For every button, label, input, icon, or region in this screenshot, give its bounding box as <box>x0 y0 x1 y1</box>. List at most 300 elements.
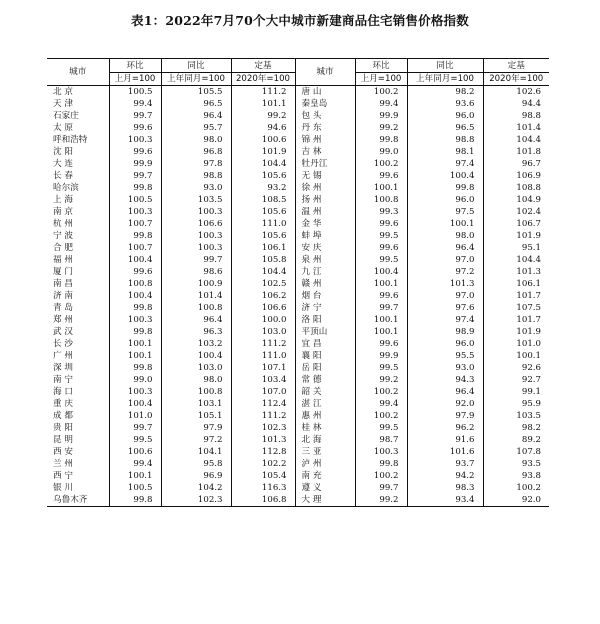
mom-cell-left: 99.7 <box>109 110 161 122</box>
mom-cell-left: 99.6 <box>109 266 161 278</box>
table-title: 表1：2022年7月70个大中城市新建商品住宅销售价格指数 <box>131 13 469 28</box>
fixed-cell-left: 107.1 <box>231 362 295 374</box>
mom-cell-right: 99.4 <box>355 98 407 110</box>
mom-cell-left: 100.3 <box>109 134 161 146</box>
fixed-base-right: 2020年=100 <box>483 73 549 86</box>
yoy-cell-right: 96.0 <box>407 194 483 206</box>
yoy-cell-right: 96.4 <box>407 242 483 254</box>
city-cell-right: 丹 东 <box>295 122 355 134</box>
yoy-cell-right: 100.4 <box>407 170 483 182</box>
mom-cell-left: 100.5 <box>109 482 161 494</box>
yoy-cell-right: 99.8 <box>407 182 483 194</box>
table-row <box>47 290 549 302</box>
city-cell-left: 杭 州 <box>53 219 73 229</box>
mom-cell-right: 99.9 <box>355 110 407 122</box>
city-cell-left: 青 岛 <box>53 303 73 313</box>
yoy-cell-right: 93.6 <box>407 98 483 110</box>
table-row <box>47 230 549 242</box>
mom-cell-right: 100.1 <box>355 278 407 290</box>
table-row <box>47 446 549 458</box>
yoy-cell-right: 93.0 <box>407 362 483 374</box>
city-cell-right: 宜 昌 <box>295 338 355 350</box>
city-cell-right: 吉 林 <box>295 146 355 158</box>
price-index-table <box>47 58 549 507</box>
yoy-header-left: 同比 <box>161 59 231 73</box>
mom-cell-right: 100.2 <box>355 86 407 99</box>
mom-cell-right: 100.2 <box>355 410 407 422</box>
yoy-cell-right: 98.2 <box>407 86 483 99</box>
fixed-cell-left: 94.6 <box>231 122 295 134</box>
fixed-cell-right: 106.9 <box>483 170 549 182</box>
yoy-cell-left: 100.8 <box>161 302 231 314</box>
fixed-base-left: 2020年=100 <box>231 73 295 86</box>
fixed-cell-left: 102.2 <box>231 458 295 470</box>
fixed-cell-left: 103.0 <box>231 326 295 338</box>
yoy-cell-right: 91.6 <box>407 434 483 446</box>
yoy-cell-right: 98.0 <box>407 230 483 242</box>
table-row <box>47 158 549 170</box>
fixed-cell-right: 98.2 <box>483 422 549 434</box>
mom-cell-left: 99.8 <box>109 362 161 374</box>
mom-cell-right: 99.9 <box>355 350 407 362</box>
city-cell-left: 长 沙 <box>53 339 73 349</box>
city-cell-right: 惠 州 <box>295 410 355 422</box>
fixed-cell-left: 100.0 <box>231 314 295 326</box>
yoy-cell-right: 97.4 <box>407 158 483 170</box>
mom-cell-right: 98.7 <box>355 434 407 446</box>
city-cell-left: 石家庄 <box>53 111 79 121</box>
mom-cell-left: 100.7 <box>109 218 161 230</box>
fixed-cell-left: 105.4 <box>231 470 295 482</box>
city-cell-right: 济 宁 <box>295 302 355 314</box>
fixed-cell-right: 104.9 <box>483 194 549 206</box>
mom-cell-right: 100.2 <box>355 386 407 398</box>
city-cell-left: 沈 阳 <box>53 147 73 157</box>
yoy-cell-right: 97.9 <box>407 410 483 422</box>
fixed-cell-right: 93.5 <box>483 458 549 470</box>
mom-cell-left: 99.8 <box>109 494 161 507</box>
table-row <box>47 254 549 266</box>
yoy-cell-left: 98.6 <box>161 266 231 278</box>
mom-cell-left: 99.8 <box>109 326 161 338</box>
table-row <box>47 134 549 146</box>
city-cell-left: 海 口 <box>53 387 73 397</box>
fixed-header-right: 定基 <box>483 59 549 73</box>
fixed-cell-left: 106.2 <box>231 290 295 302</box>
city-cell-right: 九 江 <box>295 266 355 278</box>
city-cell-left: 南 宁 <box>53 375 73 385</box>
fixed-cell-right: 93.8 <box>483 470 549 482</box>
fixed-cell-right: 101.7 <box>483 290 549 302</box>
city-cell-right: 秦皇岛 <box>295 98 355 110</box>
yoy-base-left: 上年同月=100 <box>161 73 231 86</box>
fixed-cell-left: 100.6 <box>231 134 295 146</box>
city-cell-left: 上 海 <box>53 195 73 205</box>
fixed-cell-right: 100.1 <box>483 350 549 362</box>
yoy-cell-left: 105.1 <box>161 410 231 422</box>
yoy-cell-left: 96.4 <box>161 110 231 122</box>
yoy-header-right: 同比 <box>407 59 483 73</box>
mom-cell-left: 99.6 <box>109 122 161 134</box>
yoy-cell-right: 95.5 <box>407 350 483 362</box>
yoy-cell-right: 98.8 <box>407 134 483 146</box>
yoy-cell-left: 97.8 <box>161 158 231 170</box>
city-cell-left: 长 春 <box>53 171 73 181</box>
yoy-cell-left: 100.9 <box>161 278 231 290</box>
city-cell-left: 宁 波 <box>53 231 73 241</box>
city-cell-left: 太 原 <box>53 123 73 133</box>
city-cell-left: 福 州 <box>53 255 73 265</box>
city-cell-left: 乌鲁木齐 <box>47 494 109 507</box>
yoy-cell-right: 92.0 <box>407 398 483 410</box>
table-row <box>47 350 549 362</box>
fixed-cell-right: 102.6 <box>483 86 549 99</box>
city-cell-right: 湛 江 <box>295 398 355 410</box>
yoy-cell-left: 93.0 <box>161 182 231 194</box>
city-cell-right: 遵 义 <box>295 482 355 494</box>
mom-cell-right: 99.8 <box>355 134 407 146</box>
city-cell-left: 哈尔滨 <box>53 183 79 193</box>
mom-cell-right: 99.8 <box>355 458 407 470</box>
fixed-cell-right: 94.4 <box>483 98 549 110</box>
fixed-cell-left: 112.4 <box>231 398 295 410</box>
city-cell-right: 岳 阳 <box>295 362 355 374</box>
table-row <box>47 458 549 470</box>
fixed-cell-right: 101.0 <box>483 338 549 350</box>
city-cell-right: 包 头 <box>295 110 355 122</box>
mom-cell-right: 99.7 <box>355 482 407 494</box>
mom-cell-right: 100.1 <box>355 314 407 326</box>
city-cell-right: 安 庆 <box>295 242 355 254</box>
yoy-cell-left: 102.3 <box>161 494 231 507</box>
city-cell-left: 北 京 <box>53 87 73 97</box>
city-cell-right: 扬 州 <box>295 194 355 206</box>
table-row <box>47 218 549 230</box>
yoy-cell-left: 104.2 <box>161 482 231 494</box>
mom-cell-left: 100.5 <box>109 194 161 206</box>
fixed-cell-right: 96.7 <box>483 158 549 170</box>
fixed-cell-left: 105.6 <box>231 230 295 242</box>
table-row <box>47 86 549 99</box>
yoy-cell-right: 97.5 <box>407 206 483 218</box>
yoy-cell-left: 105.5 <box>161 86 231 99</box>
mom-cell-left: 100.4 <box>109 254 161 266</box>
yoy-cell-right: 93.4 <box>407 494 483 507</box>
table-row <box>47 434 549 446</box>
fixed-cell-right: 107.8 <box>483 446 549 458</box>
city-cell-right: 常 德 <box>295 374 355 386</box>
city-cell-left: 西 安 <box>53 447 73 457</box>
table-row <box>47 242 549 254</box>
fixed-cell-right: 101.3 <box>483 266 549 278</box>
mom-cell-left: 100.3 <box>109 206 161 218</box>
table-row <box>47 482 549 494</box>
mom-cell-left: 100.3 <box>109 386 161 398</box>
table-body <box>47 86 549 507</box>
yoy-cell-left: 100.8 <box>161 386 231 398</box>
fixed-cell-left: 103.4 <box>231 374 295 386</box>
yoy-base-right: 上年同月=100 <box>407 73 483 86</box>
mom-cell-right: 100.4 <box>355 266 407 278</box>
yoy-cell-right: 96.5 <box>407 122 483 134</box>
mom-cell-left: 99.6 <box>109 146 161 158</box>
fixed-cell-left: 101.3 <box>231 434 295 446</box>
yoy-cell-right: 93.7 <box>407 458 483 470</box>
fixed-cell-left: 116.3 <box>231 482 295 494</box>
mom-cell-right: 100.8 <box>355 194 407 206</box>
fixed-cell-right: 104.4 <box>483 134 549 146</box>
yoy-cell-right: 97.6 <box>407 302 483 314</box>
header-row-1 <box>47 59 549 73</box>
fixed-cell-right: 101.8 <box>483 146 549 158</box>
yoy-cell-left: 96.3 <box>161 326 231 338</box>
mom-cell-right: 99.3 <box>355 206 407 218</box>
city-cell-right: 泸 州 <box>295 458 355 470</box>
table-row <box>47 206 549 218</box>
yoy-cell-right: 97.2 <box>407 266 483 278</box>
city-cell-right: 蚌 埠 <box>295 230 355 242</box>
mom-cell-right: 99.2 <box>355 374 407 386</box>
fixed-cell-right: 103.5 <box>483 410 549 422</box>
yoy-cell-left: 101.4 <box>161 290 231 302</box>
city-cell-left: 南 京 <box>53 207 73 217</box>
mom-cell-left: 99.0 <box>109 374 161 386</box>
mom-cell-left: 100.4 <box>109 290 161 302</box>
fixed-cell-right: 108.8 <box>483 182 549 194</box>
city-header-right: 城市 <box>295 59 355 86</box>
city-cell-left: 西 宁 <box>53 471 73 481</box>
fixed-cell-left: 99.2 <box>231 110 295 122</box>
table-row <box>47 122 549 134</box>
mom-cell-right: 100.2 <box>355 158 407 170</box>
fixed-cell-right: 106.1 <box>483 278 549 290</box>
yoy-cell-left: 97.9 <box>161 422 231 434</box>
city-cell-left: 成 都 <box>53 411 73 421</box>
city-cell-right: 锦 州 <box>295 134 355 146</box>
table-row <box>47 362 549 374</box>
fixed-cell-left: 104.4 <box>231 158 295 170</box>
city-cell-left: 广 州 <box>53 351 73 361</box>
fixed-cell-left: 105.8 <box>231 254 295 266</box>
city-cell-right: 赣 州 <box>295 278 355 290</box>
city-cell-right: 无 锡 <box>295 170 355 182</box>
mom-cell-right: 99.5 <box>355 422 407 434</box>
city-cell-right: 北 海 <box>295 434 355 446</box>
fixed-cell-right: 95.9 <box>483 398 549 410</box>
city-cell-right: 徐 州 <box>295 182 355 194</box>
city-cell-left: 厦 门 <box>53 267 73 277</box>
mom-cell-left: 99.7 <box>109 170 161 182</box>
yoy-cell-left: 103.5 <box>161 194 231 206</box>
mom-cell-left: 100.1 <box>109 338 161 350</box>
mom-cell-left: 99.9 <box>109 158 161 170</box>
table-row <box>47 410 549 422</box>
yoy-cell-right: 94.3 <box>407 374 483 386</box>
fixed-cell-left: 105.6 <box>231 206 295 218</box>
city-cell-left: 兰 州 <box>53 459 73 469</box>
mom-cell-right: 99.5 <box>355 254 407 266</box>
fixed-cell-left: 102.3 <box>231 422 295 434</box>
mom-cell-right: 99.0 <box>355 146 407 158</box>
yoy-cell-right: 96.2 <box>407 422 483 434</box>
fixed-cell-left: 93.2 <box>231 182 295 194</box>
yoy-cell-right: 97.0 <box>407 254 483 266</box>
table-row <box>47 374 549 386</box>
fixed-cell-left: 111.0 <box>231 350 295 362</box>
fixed-cell-left: 111.2 <box>231 410 295 422</box>
mom-cell-right: 99.6 <box>355 242 407 254</box>
fixed-cell-right: 92.0 <box>483 494 549 507</box>
fixed-cell-left: 102.5 <box>231 278 295 290</box>
mom-cell-left: 99.8 <box>109 182 161 194</box>
yoy-cell-left: 98.0 <box>161 374 231 386</box>
yoy-cell-right: 100.1 <box>407 218 483 230</box>
fixed-cell-left: 107.0 <box>231 386 295 398</box>
yoy-cell-right: 98.1 <box>407 146 483 158</box>
city-cell-right: 泉 州 <box>295 254 355 266</box>
yoy-cell-right: 98.3 <box>407 482 483 494</box>
fixed-cell-left: 101.1 <box>231 98 295 110</box>
table-row <box>47 398 549 410</box>
fixed-cell-right: 104.4 <box>483 254 549 266</box>
fixed-cell-right: 106.7 <box>483 218 549 230</box>
city-cell-left: 南 昌 <box>53 279 73 289</box>
table-row <box>47 470 549 482</box>
mom-cell-right: 99.2 <box>355 122 407 134</box>
yoy-cell-left: 103.1 <box>161 398 231 410</box>
city-cell-left: 合 肥 <box>53 243 73 253</box>
city-cell-right: 襄 阳 <box>295 350 355 362</box>
mom-cell-left: 100.6 <box>109 446 161 458</box>
city-cell-right: 洛 阳 <box>295 314 355 326</box>
fixed-cell-right: 107.5 <box>483 302 549 314</box>
fixed-header-left: 定基 <box>231 59 295 73</box>
fixed-cell-right: 101.9 <box>483 230 549 242</box>
mom-cell-right: 99.5 <box>355 362 407 374</box>
yoy-cell-left: 99.7 <box>161 254 231 266</box>
fixed-cell-right: 99.1 <box>483 386 549 398</box>
mom-cell-left: 99.4 <box>109 458 161 470</box>
yoy-cell-left: 100.3 <box>161 206 231 218</box>
mom-cell-left: 100.3 <box>109 314 161 326</box>
yoy-cell-left: 96.9 <box>161 470 231 482</box>
table-row <box>47 194 549 206</box>
city-cell-right: 桂 林 <box>295 422 355 434</box>
fixed-cell-left: 108.5 <box>231 194 295 206</box>
mom-base-right: 上月=100 <box>355 73 407 86</box>
yoy-cell-right: 98.9 <box>407 326 483 338</box>
table-row <box>47 146 549 158</box>
table-row <box>47 110 549 122</box>
table-row <box>47 338 549 350</box>
yoy-cell-left: 98.0 <box>161 134 231 146</box>
mom-cell-right: 99.6 <box>355 170 407 182</box>
city-header-left: 城市 <box>47 59 109 86</box>
table-row <box>47 386 549 398</box>
mom-cell-left: 99.8 <box>109 302 161 314</box>
mom-cell-left: 99.7 <box>109 422 161 434</box>
table-row <box>47 278 549 290</box>
yoy-cell-right: 101.3 <box>407 278 483 290</box>
fixed-cell-left: 105.6 <box>231 170 295 182</box>
mom-cell-left: 99.5 <box>109 434 161 446</box>
city-cell-left: 武 汉 <box>53 327 73 337</box>
city-cell-right: 金 华 <box>295 218 355 230</box>
fixed-cell-right: 95.1 <box>483 242 549 254</box>
city-cell-right: 温 州 <box>295 206 355 218</box>
fixed-cell-right: 102.4 <box>483 206 549 218</box>
mom-header-left: 环比 <box>109 59 161 73</box>
mom-cell-right: 100.3 <box>355 446 407 458</box>
fixed-cell-right: 92.6 <box>483 362 549 374</box>
city-cell-right: 大 理 <box>295 494 355 507</box>
city-cell-left: 银 川 <box>53 483 73 493</box>
mom-cell-right: 99.6 <box>355 218 407 230</box>
table-row <box>47 302 549 314</box>
fixed-cell-left: 111.2 <box>231 86 295 99</box>
fixed-cell-right: 89.2 <box>483 434 549 446</box>
city-cell-left: 贵 阳 <box>53 423 73 433</box>
yoy-cell-right: 94.2 <box>407 470 483 482</box>
yoy-cell-left: 103.2 <box>161 338 231 350</box>
fixed-cell-right: 101.7 <box>483 314 549 326</box>
yoy-cell-left: 104.1 <box>161 446 231 458</box>
city-cell-right: 韶 关 <box>295 386 355 398</box>
yoy-cell-right: 101.6 <box>407 446 483 458</box>
mom-cell-left: 101.0 <box>109 410 161 422</box>
fixed-cell-left: 106.6 <box>231 302 295 314</box>
mom-cell-right: 99.5 <box>355 230 407 242</box>
city-cell-left: 呼和浩特 <box>53 135 88 145</box>
mom-cell-left: 99.8 <box>109 230 161 242</box>
yoy-cell-left: 100.3 <box>161 230 231 242</box>
table-row <box>47 170 549 182</box>
city-cell-right: 烟 台 <box>295 290 355 302</box>
yoy-cell-right: 96.4 <box>407 386 483 398</box>
city-cell-left: 天 津 <box>53 99 73 109</box>
yoy-cell-left: 95.8 <box>161 458 231 470</box>
table-row <box>47 422 549 434</box>
fixed-cell-left: 101.9 <box>231 146 295 158</box>
city-cell-left: 重 庆 <box>53 399 73 409</box>
yoy-cell-left: 96.8 <box>161 146 231 158</box>
city-cell-left: 昆 明 <box>53 435 73 445</box>
fixed-cell-right: 98.8 <box>483 110 549 122</box>
fixed-cell-right: 101.4 <box>483 122 549 134</box>
mom-cell-left: 100.8 <box>109 278 161 290</box>
fixed-cell-left: 106.8 <box>231 494 295 507</box>
table-row <box>47 182 549 194</box>
city-cell-right: 牡丹江 <box>295 158 355 170</box>
mom-cell-right: 99.7 <box>355 302 407 314</box>
yoy-cell-right: 96.0 <box>407 338 483 350</box>
city-cell-left: 大 连 <box>53 159 73 169</box>
table-row <box>47 494 549 507</box>
table-row <box>47 314 549 326</box>
table-row <box>47 266 549 278</box>
yoy-cell-left: 106.6 <box>161 218 231 230</box>
mom-cell-right: 99.6 <box>355 290 407 302</box>
table-row <box>47 326 549 338</box>
mom-cell-right: 99.6 <box>355 338 407 350</box>
city-cell-right: 唐 山 <box>295 86 355 99</box>
yoy-cell-left: 100.3 <box>161 242 231 254</box>
mom-header-right: 环比 <box>355 59 407 73</box>
mom-base-left: 上月=100 <box>109 73 161 86</box>
yoy-cell-left: 96.4 <box>161 314 231 326</box>
fixed-cell-left: 112.8 <box>231 446 295 458</box>
mom-cell-right: 100.1 <box>355 326 407 338</box>
